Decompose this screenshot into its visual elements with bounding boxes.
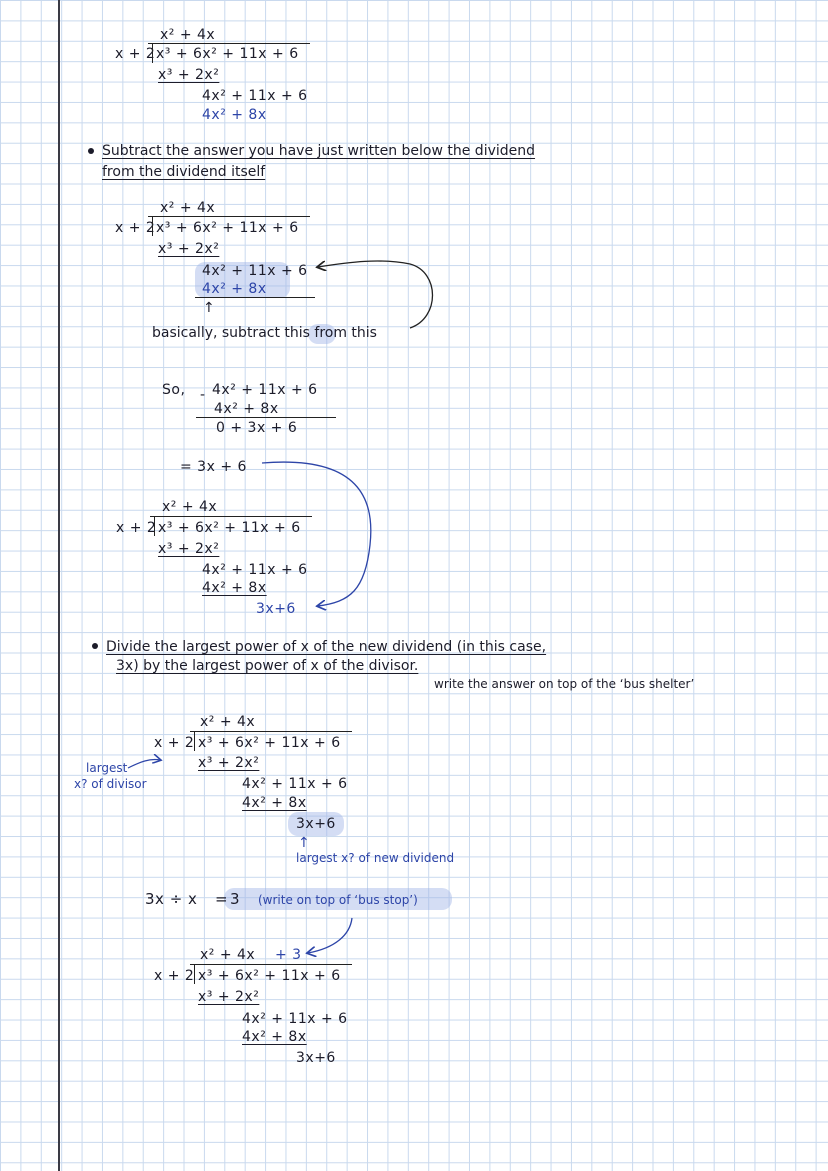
write-on-top-note: (write on top of ‘bus stop’) (258, 893, 418, 907)
division-result: 3 (230, 890, 241, 908)
bullet-subtract (88, 148, 94, 154)
remainder1-3: 4x² + 11x + 6 (202, 562, 308, 578)
write-on-top-arrow (308, 918, 352, 953)
margin-line (58, 0, 60, 1171)
quotient-2: x² + 4x (160, 200, 216, 216)
remainder1-5: 4x² + 11x + 6 (242, 1011, 348, 1027)
quotient-1: x² + 4x (160, 27, 216, 43)
remainder1-4: 4x² + 11x + 6 (242, 776, 348, 792)
bus-shelter-side-5 (194, 964, 195, 984)
product1-4: x³ + 2x² (198, 755, 260, 771)
divisor-4: x + 2 (154, 735, 195, 751)
so-line1: 4x² + 11x + 6 (212, 382, 318, 398)
so-line3: 0 + 3x + 6 (216, 420, 298, 436)
product2-3: 4x² + 8x (202, 580, 267, 596)
step-divide-line2: 3x) by the largest power of x of the divisor. (116, 658, 419, 674)
product1-3: x³ + 2x² (158, 541, 220, 557)
product2-4: 4x² + 8x (242, 795, 307, 811)
step-subtract-line2: from the dividend itself (102, 164, 266, 180)
equals-line: = 3x + 6 (180, 459, 247, 475)
product1-1: x³ + 2x² (158, 67, 220, 83)
remainder1-1: 4x² + 11x + 6 (202, 88, 308, 104)
so-underline (196, 417, 336, 418)
step-divide-line1: Divide the largest power of x of the new dividend (in this case, (106, 639, 547, 655)
dividend-4: x³ + 6x² + 11x + 6 (198, 735, 341, 751)
dividend-2: x³ + 6x² + 11x + 6 (156, 220, 299, 236)
divisor-2: x + 2 (115, 220, 156, 236)
bus-shelter-top-3 (150, 516, 312, 517)
largest-divisor-arrow (128, 759, 160, 768)
remainder1-2: 4x² + 11x + 6 (202, 263, 308, 279)
bus-shelter-top-2 (148, 216, 310, 217)
underline-product2-2 (195, 297, 315, 298)
bus-shelter-side-3 (154, 516, 155, 536)
largest-new-dividend-note: largest x? of new dividend (296, 851, 455, 865)
result-5: 3x+6 (296, 1050, 336, 1066)
write-answer-note: write the answer on top of the ‘bus shelter’ (434, 677, 695, 691)
basically-note: basically, subtract this from this (152, 325, 377, 341)
divisor-1: x + 2 (115, 46, 156, 62)
up-arrow-2: ↑ (203, 300, 216, 316)
dividend-5: x³ + 6x² + 11x + 6 (198, 968, 341, 984)
division-expr: 3x ÷ x (145, 890, 198, 908)
subtract-loop-arrow (318, 261, 433, 328)
result-4: 3x+6 (296, 816, 336, 832)
quotient-added-5: + 3 (275, 947, 302, 963)
so-label: So, (162, 382, 186, 398)
largest-divisor-line2: x? of divisor (74, 777, 147, 791)
bus-shelter-top-4 (190, 731, 352, 732)
product2-1: 4x² + 8x (202, 107, 267, 123)
bus-shelter-side-2 (152, 216, 153, 236)
division-equals: = (215, 890, 229, 908)
dividend-3: x³ + 6x² + 11x + 6 (158, 520, 301, 536)
step-subtract-line1: Subtract the answer you have just written below the dividend (102, 143, 536, 159)
divisor-5: x + 2 (154, 968, 195, 984)
bus-shelter-side-1 (152, 43, 153, 63)
bullet-divide (92, 643, 98, 649)
result-3: 3x+6 (256, 601, 296, 617)
dividend-1: x³ + 6x² + 11x + 6 (156, 46, 299, 62)
product1-5: x³ + 2x² (198, 989, 260, 1005)
quotient-4: x² + 4x (200, 714, 256, 730)
bus-shelter-side-4 (194, 731, 195, 751)
bus-shelter-top-1 (148, 43, 310, 44)
product1-2: x³ + 2x² (158, 241, 220, 257)
quotient-3: x² + 4x (162, 499, 218, 515)
quotient-5: x² + 4x (200, 947, 256, 963)
product2-2: 4x² + 8x (202, 281, 267, 297)
largest-divisor-line1: largest (86, 761, 128, 775)
up-arrow-4: ↑ (298, 835, 311, 851)
so-minus: - (200, 387, 206, 403)
product2-5: 4x² + 8x (242, 1029, 307, 1045)
bus-shelter-top-5 (190, 964, 352, 965)
divisor-3: x + 2 (116, 520, 157, 536)
so-line2: 4x² + 8x (214, 401, 279, 417)
